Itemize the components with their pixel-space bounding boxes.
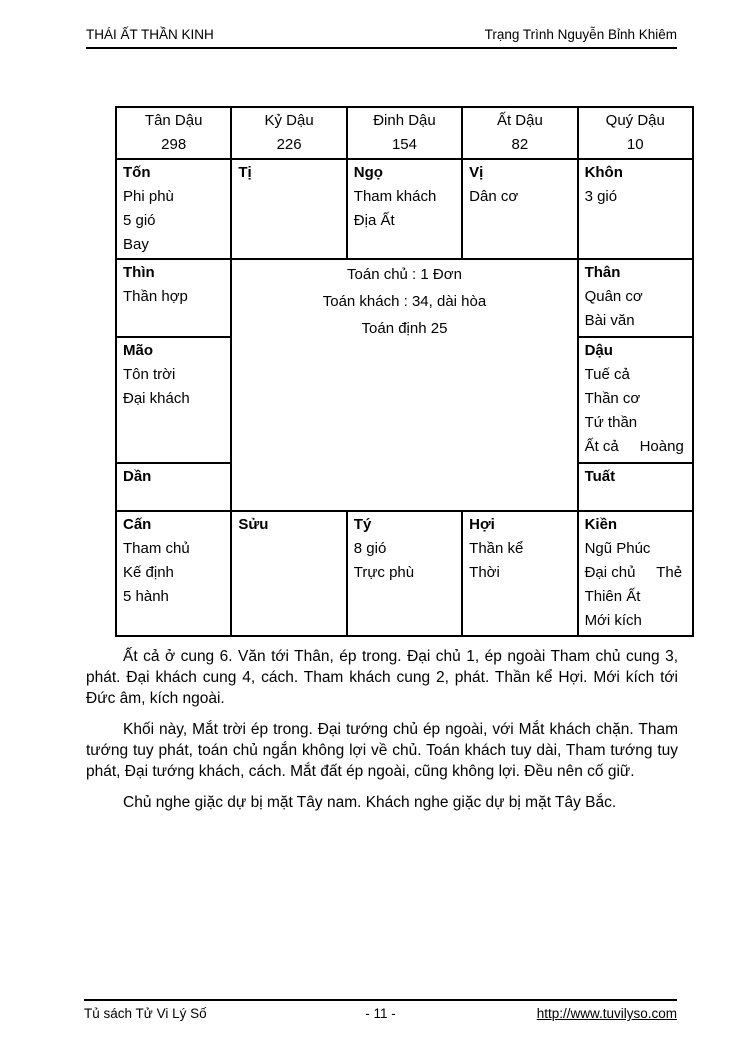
header-author: Trạng Trình Nguyễn Bỉnh Khiêm [484,27,677,42]
board-row-top [116,159,693,259]
cell-line: Quân cơ [584,288,643,305]
cell-title: Ngọ [353,164,383,181]
cell-line: Mới kích [584,612,642,629]
paragraph: Chủ nghe giặc dự bị mặt Tây nam. Khách nghe giặc dự bị mặt Tây Bắc. [123,794,617,811]
cell-line: Thần kể [469,540,524,557]
cell-title: Thân [584,264,621,281]
cell-line: 8 gió [353,540,387,557]
year-name: Đinh Dậu [373,112,436,129]
year-name: Ất Dậu [496,112,543,129]
paragraph: Ất cả ở cung 6. Văn tới Thân, ép trong. Đại chủ 1, ép ngoài Tham chủ cung 3, phát. Đại khách cung 4, cách. Tham khách cung 2, phát. Thần kể Hợi. Mới kích tới Đức âm, kích ngoài. [86,648,678,707]
cell-line: Phi phù [123,188,174,205]
cell-title: Kiền [584,516,618,533]
thai-at-board [115,106,694,637]
year-cell-quy-dau [578,107,693,159]
cell-suu [231,511,346,636]
year-cell-ky-dau [231,107,346,159]
cell-line: 5 gió [123,212,156,229]
cell-title: Cấn [123,516,152,533]
year-value: 154 [391,136,417,153]
year-row [116,107,693,159]
cell-line: Ngũ Phúc [584,540,651,557]
cell-line: Thần hợp [123,288,188,305]
cell-thin [116,259,231,337]
year-value: 10 [626,136,644,153]
year-value: 226 [276,136,302,153]
cell-dan [116,463,231,511]
board-row-thin [116,259,693,337]
cell-title: Tý [353,516,372,533]
cell-title: Mão [123,342,153,359]
year-value: 298 [161,136,187,153]
year-cell-at-dau [462,107,577,159]
footer-page-number: - 11 - [365,1006,396,1021]
cell-line: Trực phù [353,564,415,581]
center-line: Toán khách : 34, dài hòa [322,293,487,310]
cell-title: Sửu [238,516,269,533]
cell-dau [578,337,693,463]
cell-line: 5 hành [123,588,169,605]
cell-line: 3 gió [584,188,618,205]
cell-line: Tuế cả [584,366,630,383]
cell-line: Tham khách [353,188,437,205]
cell-kien [578,511,693,636]
year-name: Kỷ Dậu [264,112,314,129]
cell-line: Thiên Ất [584,588,641,605]
cell-line: Tứ thần [584,414,638,431]
cell-ngo [347,159,462,259]
cell-line: Bay [123,236,149,253]
cell-ti [231,159,346,259]
cell-title: Khôn [584,164,623,181]
cell-ty [347,511,462,636]
cell-line: Bài văn [584,312,635,329]
cell-line: Đại chủ Thẻ [584,564,683,581]
year-cell-tan-dau [116,107,231,159]
cell-title: Hợi [469,516,495,533]
cell-title: Dần [123,468,152,485]
footer-series-title: Tủ sách Tử Vi Lý Số [84,1006,207,1021]
board-row-bottom [116,511,693,636]
body-text [86,646,678,823]
cell-ton [116,159,231,259]
cell-vi [462,159,577,259]
cell-line: Tôn trời [123,366,176,383]
cell-khon [578,159,693,259]
cell-line: Tham chủ [123,540,190,557]
cell-title: Tốn [123,164,151,181]
cell-hoi [462,511,577,636]
year-name: Quý Dậu [605,112,665,129]
cell-line: Địa Ất [353,212,395,229]
header-book-title: THÁI ẤT THẦN KINH [86,27,214,42]
paragraph: Khối này, Mắt trời ép trong. Đại tướng chủ ép ngoài, với Mắt khách chặn. Tham tướng tuy phát, toán chủ ngắn không lợi về chủ. Toán khách tuy dài, Tham tướng tuy phát, Đại tướng khách, cách. Mắt đất ép ngoài, cũng không lợi. Đều nên cố giữ. [86,721,678,780]
cell-line: Thời [469,564,500,581]
center-line: Toán định 25 [361,320,448,337]
cell-line: Dân cơ [469,188,519,205]
center-line: Toán chủ : 1 Đơn [347,266,462,283]
cell-than [578,259,693,337]
cell-title: Vị [469,164,484,181]
cell-tuat [578,463,693,511]
footer-url-link[interactable]: http://www.tuvilyso.com [536,1006,678,1021]
year-cell-dinh-dau [347,107,462,159]
cell-title: Dậu [584,342,613,359]
cell-title: Tuất [584,468,616,485]
cell-line: Kế định [123,564,174,581]
cell-title: Thìn [123,264,155,281]
cell-title: Tị [238,164,252,181]
cell-can [116,511,231,636]
cell-mao [116,337,231,463]
center-calculations [231,259,577,511]
cell-line: Ất cả Hoàng [584,438,684,455]
year-name: Tân Dậu [144,112,203,129]
year-value: 82 [511,136,529,153]
page-footer [84,999,677,1021]
cell-line: Thần cơ [584,390,641,407]
cell-line: Đại khách [123,390,190,407]
page-header [86,27,677,49]
